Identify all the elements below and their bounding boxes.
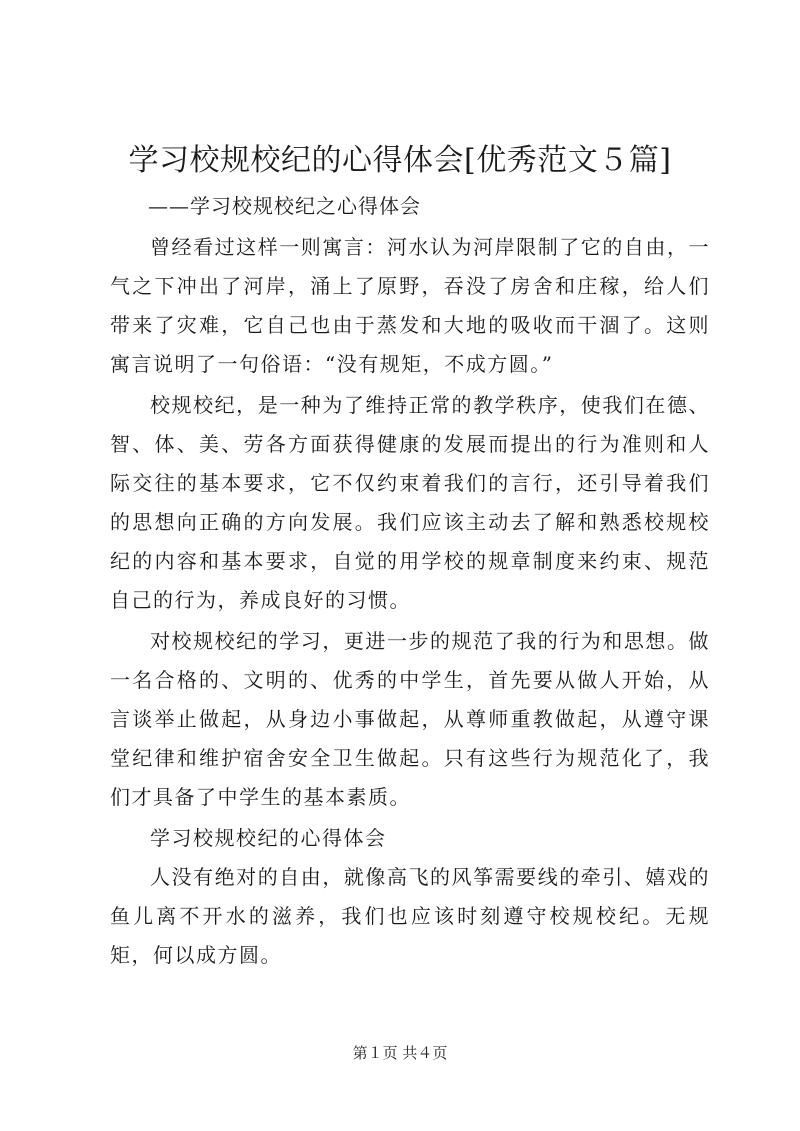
paragraph-fable: 曾经看过这样一则寓言：河水认为河岸限制了它的自由，一气之下冲出了河岸，涌上了原野，吞没了房舍和庄稼，给人们带来了灾难，它自己也由于蒸发和大地的吸收而干涸了。这则寓言说明了一句俗语：“没有规矩，不成方圆。” xyxy=(110,235,710,376)
page-number-footer: 第１页 共４页 xyxy=(352,1044,448,1062)
paragraph-freedom: 人没有绝对的自由，就像高飞的风筝需要线的牵引、嬉戏的鱼儿离不开水的滋养，我们也应该时刻遵守校规校纪。无规矩，何以成方圆。 xyxy=(110,865,710,967)
document-subtitle: ——学习校规校纪之心得体会 xyxy=(148,194,421,218)
document-title: 学习校规校纪的心得体会[优秀范文５篇] xyxy=(128,143,672,178)
paragraph-study-reflection: 对校规校纪的学习，更进一步的规范了我的行为和思想。做一名合格的、文明的、优秀的中学生，首先要从做人开始，从言谈举止做起，从身边小事做起，从尊师重教做起，从遵守课堂纪律和维护宿舍安全卫生做起。只有这些行为规范化了，我们才具备了中学生的基本素质。 xyxy=(110,629,710,809)
document-body xyxy=(110,228,710,975)
section-heading: 学习校规校纪的心得体会 xyxy=(150,826,387,850)
paragraph-rules-definition: 校规校纪，是一种为了维持正常的教学秩序，使我们在德、智、体、美、劳各方面获得健康的发展而提出的行为准则和人际交往的基本要求，它不仅约束着我们的言行，还引导着我们的思想向正确的方向发展。我们应该主动去了解和熟悉校规校纪的内容和基本要求，自觉的用学校的规章制度来约束、规范自己的行为，养成良好的习惯。 xyxy=(110,393,710,612)
